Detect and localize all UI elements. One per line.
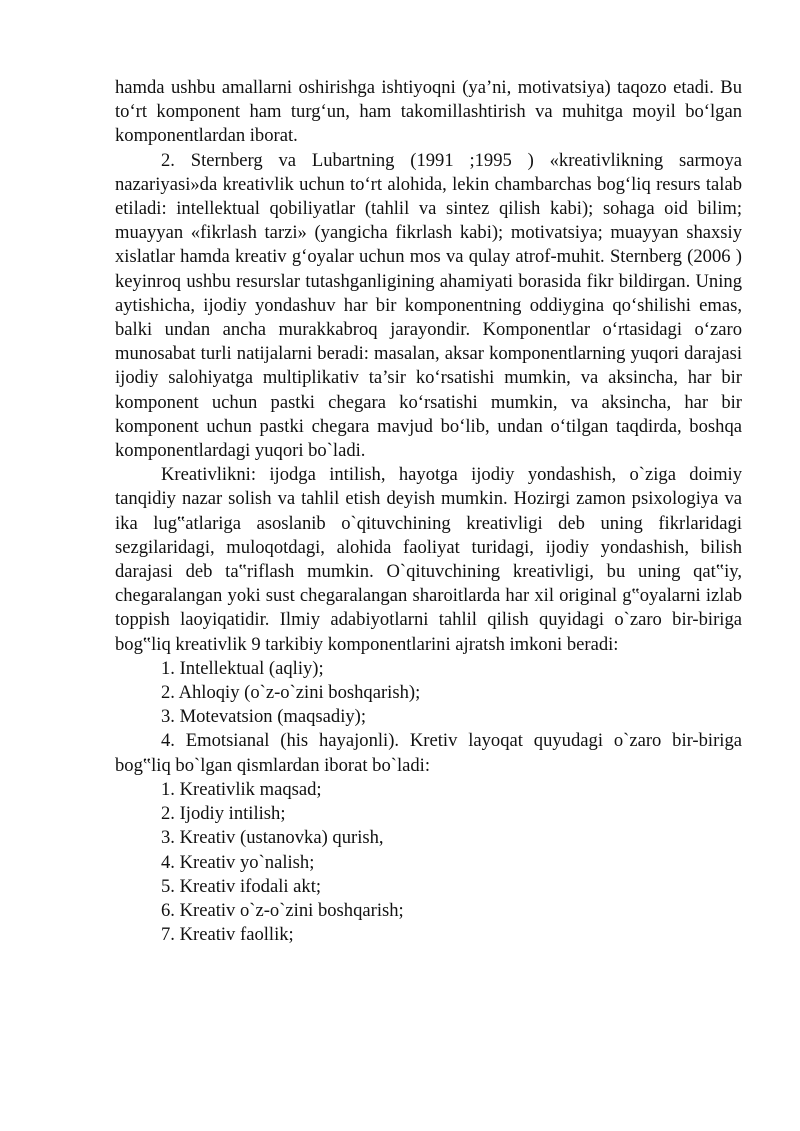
list-item: 1. Kreativlik maqsad;: [161, 778, 322, 800]
creative-ability-list: [115, 778, 742, 947]
document-page: [115, 76, 742, 947]
list-item: 6. Kreativ o`z-o`zini boshqarish;: [161, 899, 404, 921]
list-item: 4. Kreativ yo`nalish;: [161, 851, 315, 873]
list-item: 7. Kreativ faollik;: [161, 924, 294, 946]
paragraph-sternberg-lubart: 2. Sternberg va Lubartning (1991 ;1995 ) «kreativlikning sarmoya nazariyasi»da kreativlik uchun to‘rt alohida, lekin chambarchas bog‘liq resurs talab etiladi: intellektual qobiliyatlar (tahlil va sintez qilish kabi); sohaga oid bilim; muayyan «fikrlash tarzi» (yangicha fikrlash kabi); motivatsiya; muayyan shaxsiy xislatlar hamda kreativ g‘oyalar uchun mos va qulay atrof-muhit. Sternberg (2006 ) keyinroq ushbu resurslar tutashganligining ahamiyati borasida fikr bildirgan. Uning aytishicha, ijodiy yondashuv har bir komponentning oddiygina qo‘shilishi emas, balki undan ancha murakkabroq jarayondir. Komponentlar o‘rtasidagi o‘zaro munosabat turli natijalarni beradi: masalan, aksar komponentlarning yuqori darajasi ijodiy salohiyatga multiplikativ ta’sir ko‘rsatishi mumkin, va aksincha, har bir komponent uchun pastki chegara ko‘rsatishi mumkin, va aksincha, har bir komponent uchun pastki chegara mavjud bo‘lib, undan o‘tilgan taqdirda, boshqa komponentlardagi yuqori bo`ladi.: [115, 149, 742, 462]
paragraph-kreativlik: Kreativlikni: ijodga intilish, hayotga ijodiy yondashish, o`ziga doimiy tanqidiy nazar solish va tahlil etish deyish mumkin. Hozirgi zamon psixologiya va ika lug‟atlariga asoslanib o`qituvchining kreativligi deb uning fikrlaridagi sezgilaridagi, muloqotdagi, alohida faoliyat turidagi, ijodiy yondashish, bilish darajasi deb ta‟riflash mumkin. O`qituvchining kreativligi, bu uning qat‟iy, chegaralangan yoki sust chegaralangan sharoitlarda har xil original g‟oyalarni izlab toppish laoyiqatidir. Ilmiy adabiyotlarni tahlil qilish quyidagi o`zaro bir-biriga bog‟liq kreativlik 9 tarkibiy komponentlarini ajratsh imkoni beradi:: [115, 464, 742, 655]
list-item: 2. Ahloqiy (o`z-o`zini boshqarish);: [161, 682, 421, 704]
list-item: 3. Motevatsion (maqsadiy);: [161, 706, 367, 728]
list-item: 5. Kreativ ifodali akt;: [161, 875, 322, 897]
list-item: 3. Kreativ (ustanovka) qurish,: [161, 827, 384, 849]
list-item: 2. Ijodiy intilish;: [161, 803, 286, 825]
components-list: [115, 657, 742, 730]
paragraph-continuation: hamda ushbu amallarni oshirishga ishtiyoqni (ya’ni, motivatsiya) taqozo etadi. Bu to‘rt komponent ham turg‘un, ham takomillashtirish va muhitga moyil bo‘lgan komponentlardan iborat.: [115, 77, 742, 147]
list-item: 1. Intellektual (aqliy);: [161, 657, 324, 679]
paragraph-emotsianal: 4. Emotsianal (his hayajonli). Kretiv layoqat quyudagi o`zaro bir-biriga bog‟liq bo`lgan qismlardan iborat bo`ladi:: [115, 730, 742, 776]
